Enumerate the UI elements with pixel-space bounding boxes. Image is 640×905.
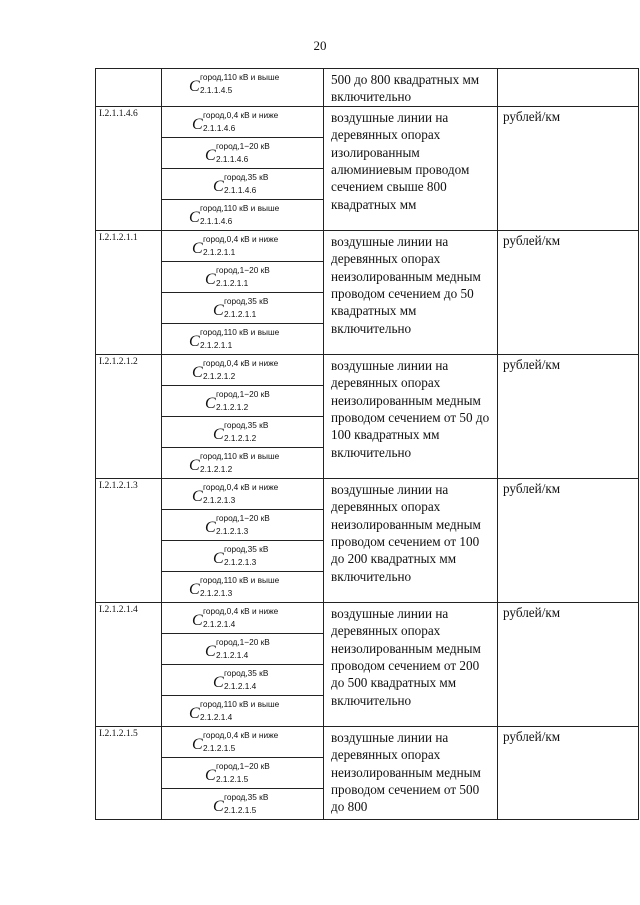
- formula-subscript: 2.1.2.1.4: [203, 618, 236, 629]
- formula-superscript: город,0,4 кВ и ниже: [203, 481, 279, 492]
- formula-superscript: город,110 кВ и выше: [200, 72, 280, 82]
- tariff-code-cell: I.2.1.2.1.1: [96, 230, 162, 354]
- formula-subscript: 2.1.2.1.3: [203, 494, 236, 505]
- formula-letter: C: [189, 332, 200, 350]
- formula-superscript: город,35 кВ: [224, 171, 269, 182]
- formula-letter: C: [189, 78, 200, 95]
- rate-symbol-cell: [162, 168, 324, 199]
- table-row: [96, 602, 639, 633]
- line-description-cell: воздушные линии на деревянных опорах неизолированным медным проводом сечением от 50 до 100 квадратных мм включительно: [324, 354, 498, 478]
- rate-symbol-cell: [162, 354, 324, 385]
- formula-superscript: город,35 кВ: [224, 543, 269, 554]
- rate-symbol-cell: [162, 385, 324, 416]
- line-description-cell: воздушные линии на деревянных опорах неизолированным медным проводом сечением от 500 до 800: [324, 726, 498, 819]
- rate-symbol-cell: [162, 695, 324, 726]
- line-description-cell: воздушные линии на деревянных опорах изолированным алюминиевым проводом сечением свыше 800 квадратных мм: [324, 106, 498, 230]
- formula-superscript: город,110 кВ и выше: [200, 698, 280, 709]
- formula-superscript: город,35 кВ: [224, 419, 269, 430]
- formula-superscript: город,1−20 кВ: [216, 388, 270, 399]
- rate-symbol-cell: [162, 106, 324, 137]
- formula-superscript: город,0,4 кВ и ниже: [203, 233, 279, 244]
- rate-symbol-cell: [162, 292, 324, 323]
- formula-letter: C: [189, 456, 200, 474]
- formula-subscript: 2.1.2.1.5: [216, 773, 249, 784]
- formula-letter: C: [192, 611, 203, 629]
- formula-subscript: 2.1.2.1.4: [216, 649, 249, 660]
- tariff-code-cell: I.2.1.2.1.2: [96, 354, 162, 478]
- table-row: [96, 230, 639, 261]
- formula-subscript: 2.1.2.1.1: [200, 339, 233, 350]
- tariff-code-cell: I.2.1.1.4.6: [96, 106, 162, 230]
- formula-subscript: 2.1.2.1.3: [216, 525, 249, 536]
- rate-symbol-cell: [162, 199, 324, 230]
- formula-letter: C: [205, 146, 216, 164]
- rate-symbol-cell: [162, 261, 324, 292]
- formula-subscript: 2.1.2.1.1: [216, 277, 249, 288]
- rate-symbol-cell: [162, 602, 324, 633]
- formula-letter: C: [213, 549, 224, 567]
- rate-symbol-cell: [162, 540, 324, 571]
- table-row: [96, 354, 639, 385]
- unit-cell: [498, 69, 639, 107]
- formula-letter: C: [192, 363, 203, 381]
- line-description-cell: воздушные линии на деревянных опорах неизолированным медным проводом сечением от 100 до 200 квадратных мм включительно: [324, 478, 498, 602]
- formula-letter: C: [205, 270, 216, 288]
- unit-cell: рублей/км: [498, 106, 639, 230]
- formula-letter: C: [213, 425, 224, 443]
- formula-superscript: город,35 кВ: [224, 295, 269, 306]
- formula-superscript: город,1−20 кВ: [216, 140, 270, 151]
- rate-symbol-cell: [162, 416, 324, 447]
- formula-superscript: город,110 кВ и выше: [200, 202, 280, 213]
- rate-symbol-cell: [162, 788, 324, 819]
- rate-symbol-cell: [162, 230, 324, 261]
- formula-letter: C: [192, 239, 203, 257]
- tariff-table: [95, 68, 639, 820]
- formula-letter: C: [213, 797, 224, 815]
- formula-letter: C: [213, 673, 224, 691]
- tariff-code-cell: I.2.1.2.1.4: [96, 602, 162, 726]
- formula-letter: C: [192, 735, 203, 753]
- unit-cell: рублей/км: [498, 602, 639, 726]
- formula-subscript: 2.1.2.1.3: [200, 587, 233, 598]
- page-number: 20: [313, 38, 327, 53]
- formula-letter: C: [189, 704, 200, 722]
- formula-subscript: 2.1.1.4.6: [224, 184, 257, 195]
- rate-symbol-cell: [162, 633, 324, 664]
- formula-superscript: город,0,4 кВ и ниже: [203, 109, 279, 120]
- formula-letter: C: [205, 766, 216, 784]
- tariff-code-cell: I.2.1.2.1.5: [96, 726, 162, 819]
- rate-symbol-cell: [162, 664, 324, 695]
- formula-subscript: 2.1.2.1.5: [203, 742, 236, 753]
- formula-subscript: 2.1.2.1.4: [224, 680, 257, 691]
- formula-letter: C: [189, 208, 200, 226]
- formula-subscript: 2.1.2.1.2: [203, 370, 236, 381]
- rate-symbol-cell: [162, 509, 324, 540]
- formula-subscript: 2.1.1.4.6: [216, 153, 249, 164]
- rate-symbol-cell: [162, 726, 324, 757]
- formula-superscript: город,0,4 кВ и ниже: [203, 729, 279, 740]
- rate-symbol-cell: [162, 323, 324, 354]
- formula-superscript: город,1−20 кВ: [216, 636, 270, 647]
- rate-symbol-cell: [162, 137, 324, 168]
- line-description-cell: 500 до 800 квадратных мм включительно: [324, 69, 498, 107]
- formula-letter: C: [205, 518, 216, 536]
- unit-cell: рублей/км: [498, 354, 639, 478]
- formula-superscript: город,1−20 кВ: [216, 512, 270, 523]
- formula-superscript: город,1−20 кВ: [216, 264, 270, 275]
- formula-letter: C: [213, 177, 224, 195]
- formula-subscript: 2.1.2.1.2: [224, 432, 257, 443]
- formula-subscript: 2.1.1.4.6: [200, 215, 233, 226]
- line-description-cell: воздушные линии на деревянных опорах неизолированным медным проводом сечением от 200 до 500 квадратных мм включительно: [324, 602, 498, 726]
- formula-letter: C: [189, 580, 200, 598]
- table-row: [96, 106, 639, 137]
- rate-symbol-cell: [162, 447, 324, 478]
- formula-subscript: 2.1.2.1.3: [224, 556, 257, 567]
- formula-letter: C: [192, 115, 203, 133]
- formula-subscript: 2.1.1.4.6: [203, 122, 236, 133]
- line-description-cell: воздушные линии на деревянных опорах неизолированным медным проводом сечением до 50 квадратных мм включительно: [324, 230, 498, 354]
- formula-letter: C: [205, 642, 216, 660]
- table-row: [96, 726, 639, 757]
- rate-symbol-cell: [162, 571, 324, 602]
- tariff-code-cell: [96, 69, 162, 107]
- formula-subscript: 2.1.2.1.5: [224, 804, 257, 815]
- formula-superscript: город,110 кВ и выше: [200, 326, 280, 337]
- table-row: [96, 69, 639, 107]
- formula-subscript: 2.1.1.4.5: [200, 85, 233, 95]
- rate-symbol-cell: [162, 69, 324, 107]
- unit-cell: рублей/км: [498, 478, 639, 602]
- formula-subscript: 2.1.2.1.1: [224, 308, 257, 319]
- formula-superscript: город,0,4 кВ и ниже: [203, 357, 279, 368]
- formula-subscript: 2.1.2.1.2: [216, 401, 249, 412]
- formula-superscript: город,110 кВ и выше: [200, 574, 280, 585]
- unit-cell: рублей/км: [498, 230, 639, 354]
- rate-symbol-cell: [162, 757, 324, 788]
- formula-subscript: 2.1.2.1.2: [200, 463, 233, 474]
- tariff-table-body: [96, 69, 639, 820]
- tariff-code-cell: I.2.1.2.1.3: [96, 478, 162, 602]
- formula-superscript: город,35 кВ: [224, 791, 269, 802]
- rate-symbol-cell: [162, 478, 324, 509]
- formula-superscript: город,110 кВ и выше: [200, 450, 280, 461]
- formula-superscript: город,35 кВ: [224, 667, 269, 678]
- formula-subscript: 2.1.2.1.1: [203, 246, 236, 257]
- formula-letter: C: [205, 394, 216, 412]
- formula-letter: C: [192, 487, 203, 505]
- formula-subscript: 2.1.2.1.4: [200, 711, 233, 722]
- unit-cell: рублей/км: [498, 726, 639, 819]
- formula-superscript: город,1−20 кВ: [216, 760, 270, 771]
- table-row: [96, 478, 639, 509]
- formula-letter: C: [213, 301, 224, 319]
- formula-superscript: город,0,4 кВ и ниже: [203, 605, 279, 616]
